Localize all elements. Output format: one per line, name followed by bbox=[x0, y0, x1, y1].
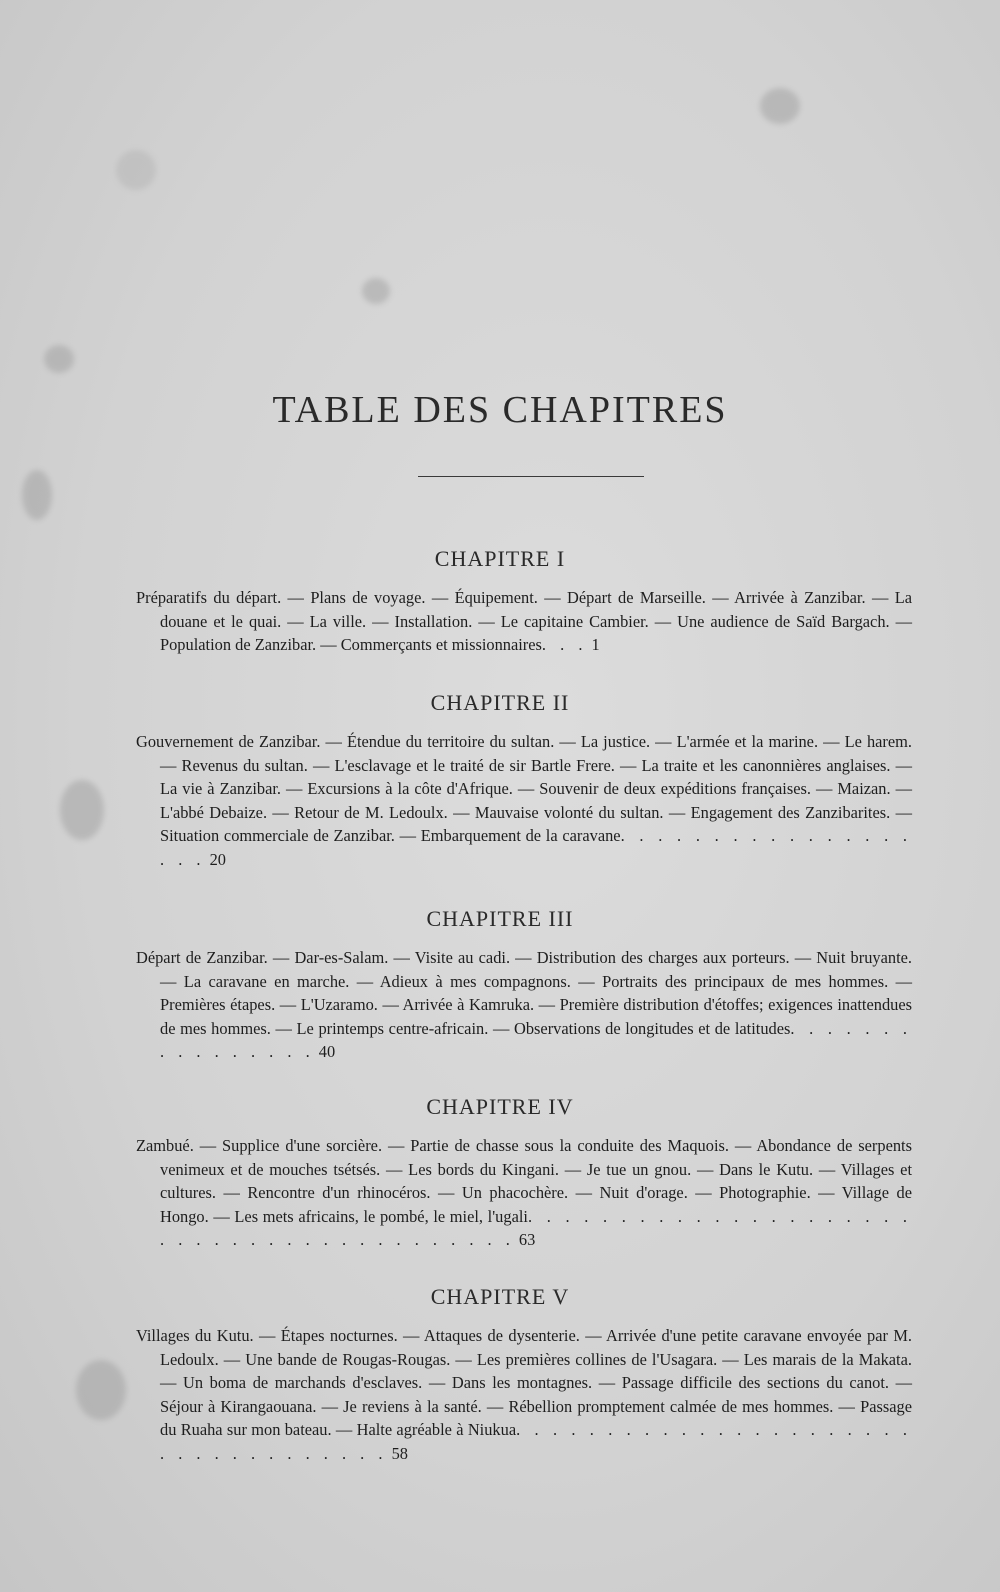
chapter-entry-5 bbox=[0, 1284, 1000, 1465]
dot-leader: . . . . . . . . . . . . . . . . . . . . . . . . . . . . . . . . . . . bbox=[160, 1420, 912, 1463]
summary-text: Départ de Zanzibar. — Dar-es-Salam. — Visite au cadi. — Distribution des charges aux porteurs. — Nuit bruyante. — La caravane en marche. — Adieux à mes compagnons. — Portraits des principaux de mes hommes. — Premières étapes. — L'Uzaramo. — Arrivée à Kamruka. — Première distribution d'étoffes; exigences inattendues de mes hommes. — Le printemps centre-africain. — Observations de longitudes et de latitudes bbox=[136, 948, 912, 1038]
chapter-summary bbox=[136, 946, 912, 1064]
stain bbox=[22, 470, 52, 520]
chapter-heading: CHAPITRE II bbox=[430, 690, 570, 715]
stain bbox=[362, 278, 390, 304]
page-number: 63 bbox=[518, 1230, 536, 1249]
chapter-heading: CHAPITRE III bbox=[426, 906, 574, 931]
page-number: 1 bbox=[591, 635, 600, 654]
stain bbox=[116, 150, 156, 190]
title-rule bbox=[418, 476, 644, 477]
stain bbox=[760, 88, 800, 124]
chapter-summary bbox=[136, 1324, 912, 1465]
page-number: 40 bbox=[318, 1042, 336, 1061]
summary-text: Gouvernement de Zanzibar. — Étendue du territoire du sultan. — La justice. — L'armée et la marine. — Le harem. — Revenus du sultan. — L'esclavage et le traité de sir Bartle Frere. — La traite et les canonnières anglaises. — La vie à Zanzibar. — Excursions à la côte d'Afrique. — Souvenir de deux expéditions françaises. — Maizan. — L'abbé Debaize. — Retour de M. Ledoulx. — Mauvaise volonté du sultan. — Engagement des Zanzibarites. — Situation commerciale de Zanzibar. — Embarquement de la caravane bbox=[136, 732, 912, 845]
summary-text: Villages du Kutu. — Étapes nocturnes. — Attaques de dysenterie. — Arrivée d'une petite caravane envoyée par M. Ledoulx. — Une bande de Rougas-Rougas. — Les premières collines de l'Usagara. — Les marais de la Makata. — Un boma de marchands d'esclaves. — Dans les montagnes. — Passage difficile des sections du canot. — Séjour à Kirangaouana. — Je reviens à la santé. — Rébellion promptement calmée de mes hommes. — Passage du Ruaha sur mon bateau. — Halte agréable à Niukua bbox=[136, 1326, 912, 1439]
dot-leader: . . . bbox=[541, 635, 588, 654]
stain bbox=[44, 345, 74, 373]
chapter-summary bbox=[136, 1134, 912, 1252]
chapter-heading: CHAPITRE V bbox=[430, 1284, 570, 1309]
summary-text: Zambué. — Supplice d'une sorcière. — Partie de chasse sous la conduite des Maquois. — Abondance de serpents venimeux et de mouches tsétsés. — Les bords du Kingani. — Je tue un gnou. — Dans le Kutu. — Villages et cultures. — Rencontre d'un rhinocéros. — Un phacochère. — Nuit d'orage. — Photographie. — Village de Hongo. — Les mets africains, le pombé, le miel, l'ugali bbox=[136, 1136, 912, 1226]
dot-leader: . . . . . . . . . . . . . . . . . . . . . . . . . . . . . . . . . . . . . . . . . bbox=[160, 1206, 912, 1249]
chapter-entry-4 bbox=[0, 1094, 1000, 1252]
chapter-heading: CHAPITRE I bbox=[434, 546, 566, 571]
dot-leader: . . . . . . . . . . . . . . . . . . . bbox=[160, 826, 913, 869]
page-number: 58 bbox=[391, 1443, 408, 1463]
page-number: 20 bbox=[209, 849, 226, 869]
chapter-summary bbox=[136, 730, 912, 871]
dot-leader: . . . . . . . . . . . . . . . . bbox=[160, 1018, 912, 1061]
chapter-summary bbox=[136, 586, 912, 657]
page-title: TABLE DES CHAPITRES bbox=[272, 389, 728, 431]
summary-text: Préparatifs du départ. — Plans de voyage. — Équipement. — Départ de Marseille. — Arrivée à Zanzibar. — La douane et le quai. — La ville. — Installation. — Le capitaine Cambier. — Une audience de Saïd Bargach. — Population de Zanzibar. — Commerçants et missionnaires bbox=[136, 588, 912, 654]
chapter-heading: CHAPITRE IV bbox=[426, 1094, 574, 1119]
chapter-entry-2 bbox=[0, 690, 1000, 871]
chapter-entry-1 bbox=[0, 546, 1000, 657]
chapter-entry-3 bbox=[0, 906, 1000, 1064]
